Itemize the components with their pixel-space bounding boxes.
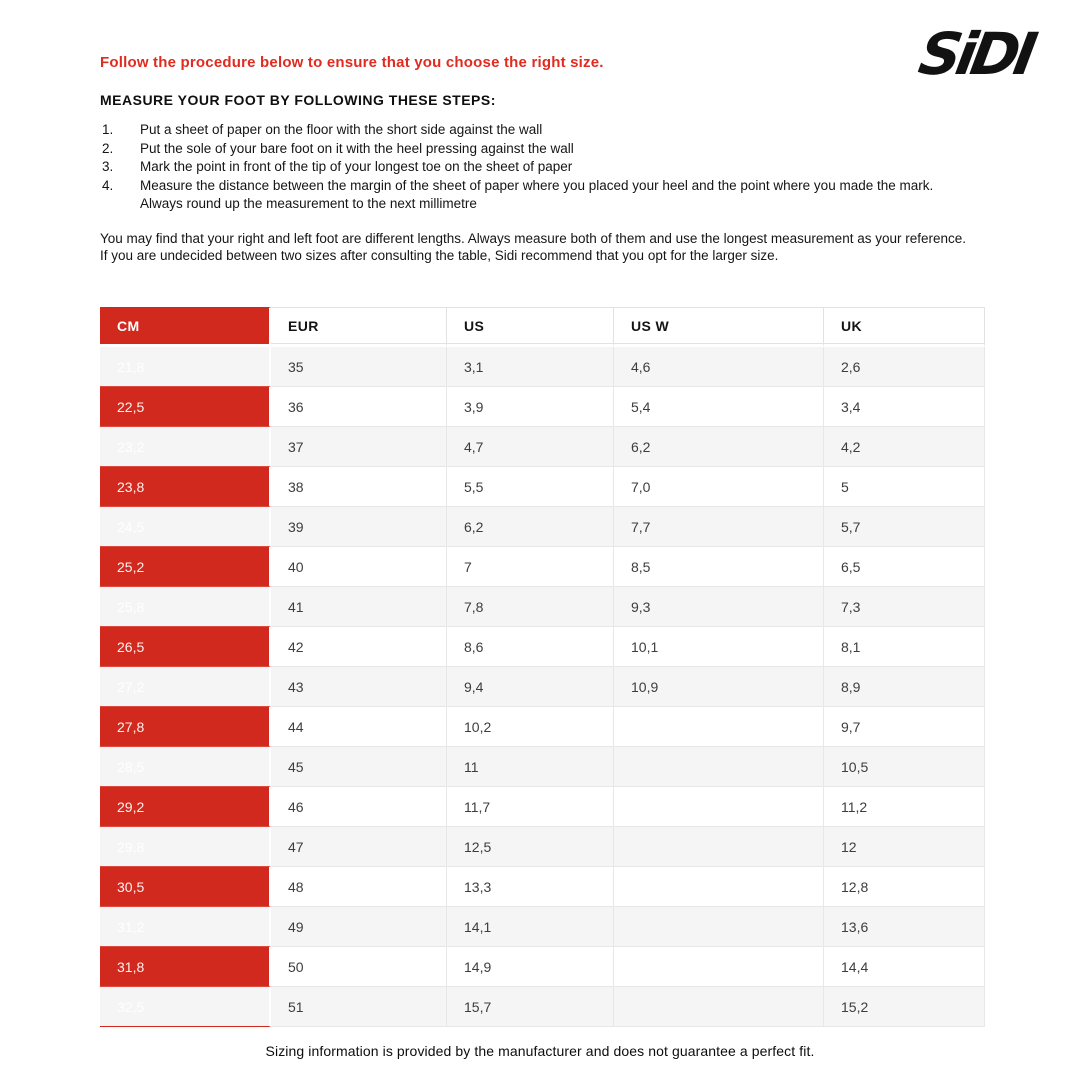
size-cell: 8,5 — [614, 547, 824, 587]
column-header-usw: US W — [614, 307, 824, 347]
size-cell: 7,0 — [614, 467, 824, 507]
size-cell: 14,1 — [447, 907, 614, 947]
size-cell: 14,9 — [447, 947, 614, 987]
size-row — [100, 707, 985, 747]
size-row — [100, 747, 985, 787]
size-cell-cm: 25,8 — [100, 587, 271, 627]
size-cell: 8,6 — [447, 627, 614, 667]
column-header-cm: CM — [100, 307, 271, 347]
size-cell-cm: 25,2 — [100, 547, 271, 587]
size-cell: 5,4 — [614, 387, 824, 427]
size-cell: 8,9 — [824, 667, 985, 707]
step-text: Measure the distance between the margin of the sheet of paper where you placed your heel and the point where you made the mark. Always round up the measurement to the next millimetre — [140, 177, 934, 212]
disclaimer-text: Sizing information is provided by the manufacturer and does not guarantee a perfect fit. — [265, 1043, 815, 1059]
size-row — [100, 667, 985, 707]
column-header-us: US — [447, 307, 614, 347]
step-number: 2. — [102, 140, 114, 156]
measure-step — [100, 177, 970, 214]
size-cell-cm: 32,5 — [100, 987, 271, 1027]
size-cell: 2,6 — [824, 347, 985, 387]
size-cell: 39 — [271, 507, 447, 547]
size-cell: 10,9 — [614, 667, 824, 707]
size-cell-cm: 31,8 — [100, 947, 271, 987]
measure-steps-title: MEASURE YOUR FOOT BY FOLLOWING THESE STEPS: — [100, 92, 496, 108]
size-cell: 35 — [271, 347, 447, 387]
note-larger-size: If you are undecided between two sizes after consulting the table, Sidi recommend that you opt for the larger size. — [100, 248, 779, 264]
size-row — [100, 347, 985, 387]
size-cell: 7 — [447, 547, 614, 587]
size-cell: 42 — [271, 627, 447, 667]
size-cell: 11 — [447, 747, 614, 787]
size-cell-cm: 26,5 — [100, 627, 271, 667]
size-cell — [614, 787, 824, 827]
size-cell: 50 — [271, 947, 447, 987]
size-cell: 12,8 — [824, 867, 985, 907]
size-cell — [614, 987, 824, 1027]
size-cell-cm: 23,2 — [100, 427, 271, 467]
step-number: 4. — [102, 177, 114, 193]
size-cell: 13,3 — [447, 867, 614, 907]
size-cell: 7,3 — [824, 587, 985, 627]
size-cell — [614, 947, 824, 987]
size-row — [100, 387, 985, 427]
size-cell: 40 — [271, 547, 447, 587]
step-text: Mark the point in front of the tip of your longest toe on the sheet of paper — [140, 159, 573, 175]
size-cell: 46 — [271, 787, 447, 827]
note-both-feet: You may find that your right and left foot are different lengths. Always measure both of them and use the longest measurement as your reference. — [100, 231, 967, 246]
size-row — [100, 947, 985, 987]
size-cell-cm: 21,8 — [100, 347, 271, 387]
step-number: 3. — [102, 159, 114, 175]
size-cell: 4,6 — [614, 347, 824, 387]
size-cell-cm: 29,2 — [100, 787, 271, 827]
size-row — [100, 427, 985, 467]
size-cell — [614, 907, 824, 947]
step-number: 1. — [102, 122, 114, 137]
size-cell: 49 — [271, 907, 447, 947]
size-cell: 4,2 — [824, 427, 985, 467]
size-cell: 5,5 — [447, 467, 614, 507]
size-cell-cm: 23,8 — [100, 467, 271, 507]
size-cell: 5 — [824, 467, 985, 507]
size-cell: 11,7 — [447, 787, 614, 827]
size-cell: 44 — [271, 707, 447, 747]
sidi-logo-wordmark: SiDI — [913, 20, 1037, 88]
size-cell: 36 — [271, 387, 447, 427]
size-table-container — [100, 307, 985, 1027]
size-cell: 12,5 — [447, 827, 614, 867]
size-cell — [614, 827, 824, 867]
size-cell: 9,4 — [447, 667, 614, 707]
size-cell: 4,7 — [447, 427, 614, 467]
size-row — [100, 507, 985, 547]
size-cell: 38 — [271, 467, 447, 507]
size-cell-cm: 22,5 — [100, 387, 271, 427]
size-row — [100, 467, 985, 507]
size-cell-cm: 27,8 — [100, 707, 271, 747]
size-cell: 3,4 — [824, 387, 985, 427]
size-cell: 10,1 — [614, 627, 824, 667]
size-cell: 9,7 — [824, 707, 985, 747]
size-cell-cm: 28,5 — [100, 747, 271, 787]
size-cell-cm: 24,5 — [100, 507, 271, 547]
size-cell: 7,8 — [447, 587, 614, 627]
size-cell: 41 — [271, 587, 447, 627]
measure-step — [100, 140, 970, 159]
size-table — [100, 307, 985, 1027]
step-text: Put a sheet of paper on the floor with the short side against the wall — [140, 122, 543, 137]
size-cell: 13,6 — [824, 907, 985, 947]
size-cell: 3,1 — [447, 347, 614, 387]
size-row — [100, 987, 985, 1027]
size-cell: 11,2 — [824, 787, 985, 827]
size-cell: 48 — [271, 867, 447, 907]
sidi-logo — [824, 22, 1039, 86]
measure-step — [100, 121, 970, 140]
size-cell — [614, 747, 824, 787]
size-row — [100, 867, 985, 907]
size-cell: 51 — [271, 987, 447, 1027]
size-cell: 6,5 — [824, 547, 985, 587]
size-cell: 10,5 — [824, 747, 985, 787]
step-text: Put the sole of your bare foot on it with the heel pressing against the wall — [140, 140, 574, 156]
size-cell: 45 — [271, 747, 447, 787]
size-cell: 5,7 — [824, 507, 985, 547]
size-cell: 10,2 — [447, 707, 614, 747]
measure-step — [100, 158, 970, 177]
size-cell-cm: 27,2 — [100, 667, 271, 707]
size-row — [100, 587, 985, 627]
size-cell: 37 — [271, 427, 447, 467]
size-cell: 43 — [271, 667, 447, 707]
size-cell — [614, 867, 824, 907]
size-cell — [614, 707, 824, 747]
size-cell: 9,3 — [614, 587, 824, 627]
size-table-header — [100, 307, 985, 347]
measure-steps-list — [100, 121, 970, 214]
size-cell: 47 — [271, 827, 447, 867]
size-row — [100, 627, 985, 667]
size-cell: 15,7 — [447, 987, 614, 1027]
size-cell-cm: 31,2 — [100, 907, 271, 947]
procedure-instruction-text: Follow the procedure below to ensure that you choose the right size. — [100, 54, 604, 71]
size-row — [100, 907, 985, 947]
size-cell: 6,2 — [614, 427, 824, 467]
size-cell: 7,7 — [614, 507, 824, 547]
size-cell: 3,9 — [447, 387, 614, 427]
size-row — [100, 787, 985, 827]
size-cell: 14,4 — [824, 947, 985, 987]
size-cell: 6,2 — [447, 507, 614, 547]
size-table-body — [100, 347, 985, 1027]
size-row — [100, 547, 985, 587]
column-header-uk: UK — [824, 307, 985, 347]
size-cell-cm: 30,5 — [100, 867, 271, 907]
size-cell: 12 — [824, 827, 985, 867]
size-cell: 8,1 — [824, 627, 985, 667]
size-cell: 15,2 — [824, 987, 985, 1027]
column-header-eur: EUR — [271, 307, 447, 347]
measure-notes — [100, 230, 980, 265]
size-cell-cm: 29,8 — [100, 827, 271, 867]
size-row — [100, 827, 985, 867]
